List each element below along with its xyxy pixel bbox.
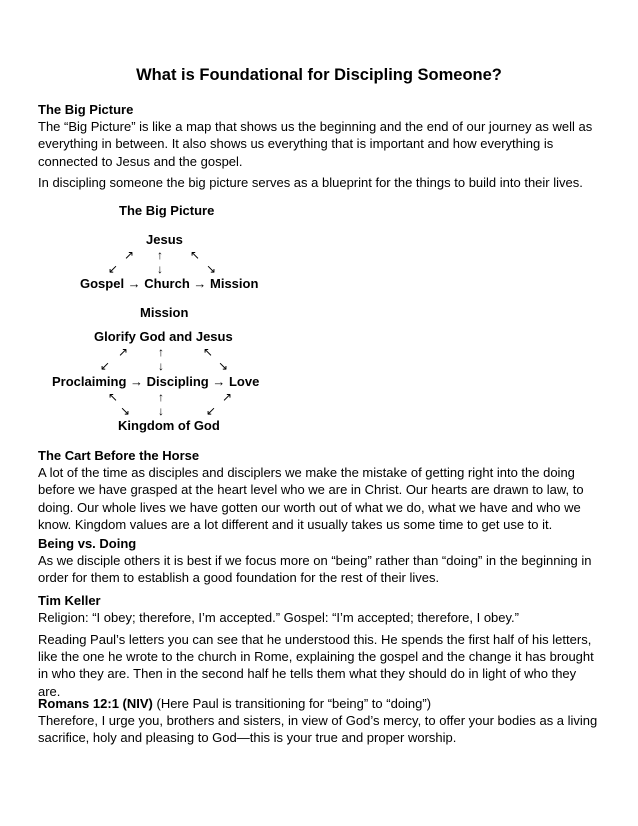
diagram-node-kingdom: Kingdom of God [118, 418, 220, 433]
being-section [38, 535, 602, 587]
arrow-up-left-icon: ↖ [190, 248, 201, 262]
section-heading: The Big Picture [38, 102, 134, 117]
paragraph: A lot of the time as disciples and disciplers we make the mistake of getting right into the doing before we have grasped at the heart level who we are in Christ. Our hearts are drawn to law, to doing. Our whole lives we have gotten our worth out of what we do, what we have and who we know. Kingdom values are a lot different and it usually takes us some time to get use to it. [38, 465, 584, 532]
paragraph: As we disciple others it is best if we focus more on “being” rather than “doing” in the beginning in order for them to establish a good foundation for the rest of their lives. [38, 553, 592, 586]
romans-section [38, 695, 602, 747]
arrow-up-icon: ↑ [158, 390, 164, 404]
arrow-up-right-icon: ↗ [124, 248, 135, 262]
diagram-flow-row: Proclaiming → Discipling → Love [52, 374, 260, 389]
diagram-heading: Mission [140, 305, 189, 320]
scripture-reference: Romans 12:1 (NIV) [38, 696, 153, 711]
cart-section [38, 447, 602, 533]
section-heading: Tim Keller [38, 593, 101, 608]
blueprint-paragraph [38, 174, 602, 191]
arrow-down-right-icon: ↘ [218, 359, 229, 373]
paragraph: In discipling someone the big picture serves as a blueprint for the things to build into their lives. [38, 175, 583, 190]
arrow-up-right-icon: ↗ [222, 390, 233, 404]
arrow-down-right-icon: ↘ [120, 404, 131, 418]
arrow-down-right-icon: ↘ [206, 262, 217, 276]
arrow-down-left-icon: ↙ [100, 359, 111, 373]
diagram-heading: The Big Picture [119, 203, 215, 218]
diagram-node-jesus: Jesus [146, 232, 183, 247]
scripture-verse: Therefore, I urge you, brothers and sisters, in view of God’s mercy, to offer your bodies as a living sacrifice, holy and pleasing to God—this is your true and proper worship. [38, 713, 598, 746]
arrow-down-left-icon: ↙ [206, 404, 217, 418]
arrow-up-icon: ↑ [157, 248, 163, 262]
arrow-up-icon: ↑ [158, 345, 164, 359]
paul-paragraph [38, 631, 602, 700]
page-title: What is Foundational for Discipling Someone? [136, 66, 502, 84]
arrow-up-left-icon: ↖ [203, 345, 214, 359]
scripture-note: (Here Paul is transitioning for “being” to “doing”) [152, 696, 432, 711]
big-picture-section [38, 101, 602, 170]
paragraph: The “Big Picture” is like a map that shows us the beginning and the end of our journey as well as everything in between. It also shows us everything that is important and how everything is connected to Jesus and the gospel. [38, 119, 593, 169]
paragraph: Reading Paul’s letters you can see that he understood this. He spends the first half of his letters, like the one he wrote to the church in Rome, explaining the gospel and the change it has brought in who they are. Then in the second half he tells them what they should do in light of who they are. [38, 632, 594, 699]
scripture-heading [38, 695, 602, 712]
arrow-up-left-icon: ↖ [108, 390, 119, 404]
arrow-down-icon: ↓ [158, 359, 164, 373]
diagram-node-glorify: Glorify God and Jesus [94, 329, 233, 344]
arrow-down-left-icon: ↙ [108, 262, 119, 276]
section-heading: Being vs. Doing [38, 536, 137, 551]
arrow-down-icon: ↓ [158, 404, 164, 418]
arrow-up-right-icon: ↗ [118, 345, 129, 359]
diagram-flow-row: Gospel → Church → Mission [80, 276, 259, 291]
section-heading: The Cart Before the Horse [38, 448, 200, 463]
quote: Religion: “I obey; therefore, I’m accepted.” Gospel: “I’m accepted; therefore, I obey.” [38, 610, 519, 626]
arrow-down-icon: ↓ [157, 262, 163, 276]
keller-section [38, 592, 602, 626]
